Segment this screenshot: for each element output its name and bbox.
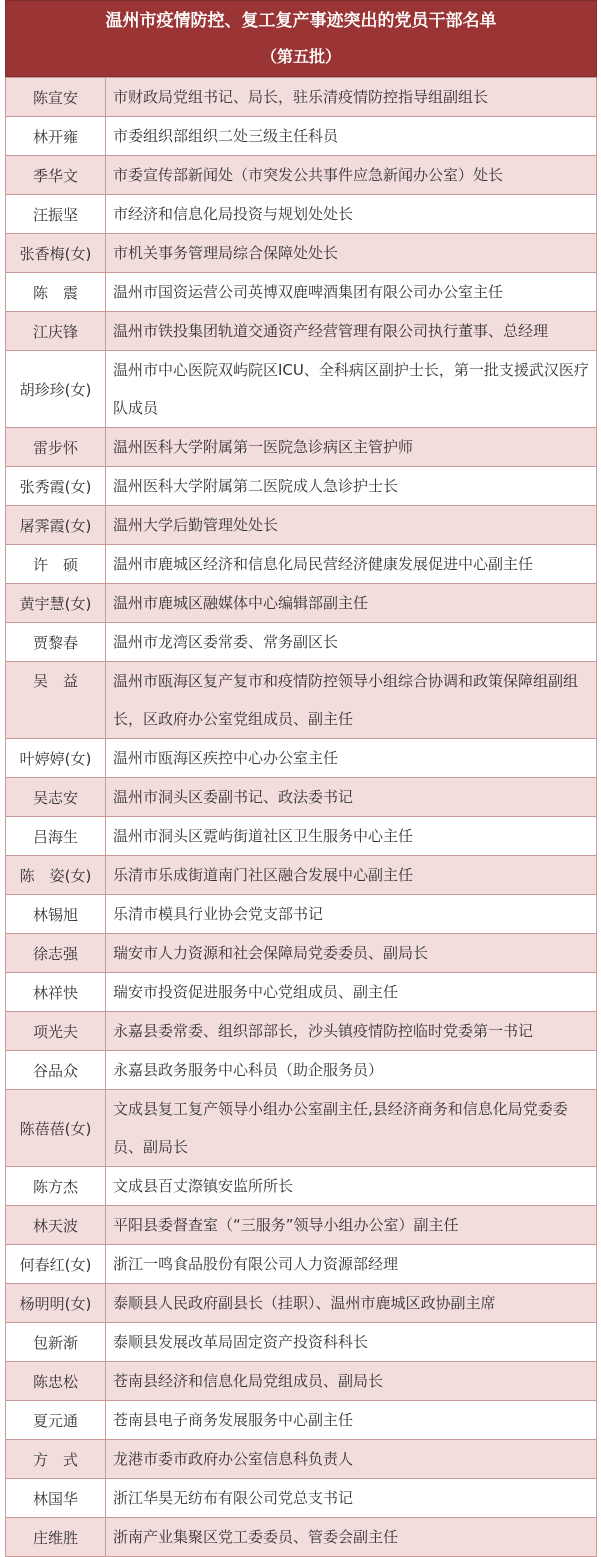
member-position: 龙港市委市政府办公室信息科负责人 xyxy=(106,1440,597,1479)
member-name: 张香梅(女) xyxy=(6,234,106,273)
table-row xyxy=(6,273,597,312)
member-position: 苍南县电子商务发展服务中心副主任 xyxy=(106,1401,597,1440)
table-row xyxy=(6,895,597,934)
member-position: 温州市龙湾区委常委、常务副区长 xyxy=(106,623,597,662)
table-title: 温州市疫情防控、复工复产事迹突出的党员干部名单 xyxy=(105,11,497,31)
member-name: 吴志安 xyxy=(6,778,106,817)
member-name: 陈 震 xyxy=(6,273,106,312)
table-row xyxy=(6,1518,597,1557)
member-name: 庄维胜 xyxy=(6,1518,106,1557)
member-name: 陈方杰 xyxy=(6,1167,106,1206)
member-position: 市财政局党组书记、局长，驻乐清疫情防控指导组副组长 xyxy=(106,78,597,117)
member-position: 市经济和信息化局投资与规划处处长 xyxy=(106,195,597,234)
table-row xyxy=(6,234,597,273)
member-name: 项光夫 xyxy=(6,1012,106,1051)
member-name: 吴 益 xyxy=(6,662,106,739)
member-position: 永嘉县委常委、组织部部长，沙头镇疫情防控临时党委第一书记 xyxy=(106,1012,597,1051)
table-row xyxy=(6,662,597,739)
member-position: 温州市国资运营公司英博双鹿啤酒集团有限公司办公室主任 xyxy=(106,273,597,312)
table-row xyxy=(6,156,597,195)
table-row xyxy=(6,1245,597,1284)
table-row xyxy=(6,1206,597,1245)
roster-table xyxy=(5,77,597,1557)
member-position: 市机关事务管理局综合保障处处长 xyxy=(106,234,597,273)
table-header xyxy=(5,0,597,77)
table-row xyxy=(6,778,597,817)
member-position: 温州大学后勤管理处处长 xyxy=(106,506,597,545)
table-row xyxy=(6,1012,597,1051)
table-row xyxy=(6,1440,597,1479)
table-row xyxy=(6,623,597,662)
member-name: 方 式 xyxy=(6,1440,106,1479)
member-position: 乐清市模具行业协会党支部书记 xyxy=(106,895,597,934)
table-subtitle: （第五批） xyxy=(260,47,341,66)
member-name: 陈 姿(女) xyxy=(6,856,106,895)
table-row xyxy=(6,817,597,856)
member-name: 林天波 xyxy=(6,1206,106,1245)
member-position: 文成县百丈漈镇安监所所长 xyxy=(106,1167,597,1206)
table-row xyxy=(6,1479,597,1518)
member-position: 泰顺县发展改革局固定资产投资科科长 xyxy=(106,1323,597,1362)
table-row xyxy=(6,856,597,895)
table-row xyxy=(6,739,597,778)
table-row xyxy=(6,1167,597,1206)
table-row xyxy=(6,1090,597,1167)
member-name: 吕海生 xyxy=(6,817,106,856)
member-position: 永嘉县政务服务中心科员（助企服务员） xyxy=(106,1051,597,1090)
table-row xyxy=(6,1284,597,1323)
member-name: 陈忠松 xyxy=(6,1362,106,1401)
member-name: 林祥快 xyxy=(6,973,106,1012)
table-row xyxy=(6,312,597,351)
member-name: 包新渐 xyxy=(6,1323,106,1362)
member-name: 林国华 xyxy=(6,1479,106,1518)
member-position: 苍南县经济和信息化局党组成员、副局长 xyxy=(106,1362,597,1401)
member-position: 瑞安市人力资源和社会保障局党委委员、副局长 xyxy=(106,934,597,973)
member-name: 林开雍 xyxy=(6,117,106,156)
member-position: 温州市瓯海区复产复市和疫情防控领导小组综合协调和政策保障组副组长，区政府办公室党组成员、副主任 xyxy=(106,662,597,739)
table-row xyxy=(6,195,597,234)
member-position: 温州市铁投集团轨道交通资产经营管理有限公司执行董事、总经理 xyxy=(106,312,597,351)
member-position: 温州市洞头区委副书记、政法委书记 xyxy=(106,778,597,817)
member-position: 乐清市乐成街道南门社区融合发展中心副主任 xyxy=(106,856,597,895)
member-name: 贾黎春 xyxy=(6,623,106,662)
member-name: 叶婷婷(女) xyxy=(6,739,106,778)
member-position: 温州医科大学附属第二医院成人急诊护士长 xyxy=(106,467,597,506)
member-position: 温州市瓯海区疾控中心办公室主任 xyxy=(106,739,597,778)
table-row xyxy=(6,1051,597,1090)
table-row xyxy=(6,506,597,545)
member-name: 徐志强 xyxy=(6,934,106,973)
member-name: 张秀霞(女) xyxy=(6,467,106,506)
member-position: 文成县复工复产领导小组办公室副主任,县经济商务和信息化局党委委员、副局长 xyxy=(106,1090,597,1167)
member-position: 平阳县委督查室（“三服务”领导小组办公室）副主任 xyxy=(106,1206,597,1245)
table-row xyxy=(6,584,597,623)
table-row xyxy=(6,1362,597,1401)
table-row xyxy=(6,351,597,428)
table-row xyxy=(6,467,597,506)
member-position: 温州市鹿城区融媒体中心编辑部副主任 xyxy=(106,584,597,623)
member-position: 浙江一鸣食品股份有限公司人力资源部经理 xyxy=(106,1245,597,1284)
member-name: 何春红(女) xyxy=(6,1245,106,1284)
table-row xyxy=(6,117,597,156)
table-row xyxy=(6,973,597,1012)
member-position: 温州市鹿城区经济和信息化局民营经济健康发展促进中心副主任 xyxy=(106,545,597,584)
member-name: 夏元通 xyxy=(6,1401,106,1440)
member-name: 江庆锋 xyxy=(6,312,106,351)
member-position: 市委组织部组织二处三级主任科员 xyxy=(106,117,597,156)
member-name: 谷品众 xyxy=(6,1051,106,1090)
roster-sheet xyxy=(5,0,597,1557)
member-position: 泰顺县人民政府副县长（挂职）、温州市鹿城区政协副主席 xyxy=(106,1284,597,1323)
member-name: 陈蓓蓓(女) xyxy=(6,1090,106,1167)
member-name: 季华文 xyxy=(6,156,106,195)
table-row xyxy=(6,934,597,973)
member-position: 浙江华昊无纺布有限公司党总支书记 xyxy=(106,1479,597,1518)
member-position: 温州市中心医院双屿院区ICU、全科病区副护士长，第一批支援武汉医疗队成员 xyxy=(106,351,597,428)
member-position: 市委宣传部新闻处（市突发公共事件应急新闻办公室）处长 xyxy=(106,156,597,195)
member-position: 浙南产业集聚区党工委委员、管委会副主任 xyxy=(106,1518,597,1557)
table-row xyxy=(6,1323,597,1362)
member-position: 瑞安市投资促进服务中心党组成员、副主任 xyxy=(106,973,597,1012)
member-name: 黄宇慧(女) xyxy=(6,584,106,623)
table-row xyxy=(6,545,597,584)
member-name: 屠霁霞(女) xyxy=(6,506,106,545)
member-name: 胡珍珍(女) xyxy=(6,351,106,428)
table-row xyxy=(6,78,597,117)
member-name: 雷步怀 xyxy=(6,428,106,467)
member-name: 许 硕 xyxy=(6,545,106,584)
table-row xyxy=(6,428,597,467)
table-row xyxy=(6,1401,597,1440)
member-name: 杨明明(女) xyxy=(6,1284,106,1323)
member-position: 温州市洞头区霓屿街道社区卫生服务中心主任 xyxy=(106,817,597,856)
member-name: 汪振坚 xyxy=(6,195,106,234)
member-name: 陈宣安 xyxy=(6,78,106,117)
member-name: 林锡旭 xyxy=(6,895,106,934)
member-position: 温州医科大学附属第一医院急诊病区主管护师 xyxy=(106,428,597,467)
